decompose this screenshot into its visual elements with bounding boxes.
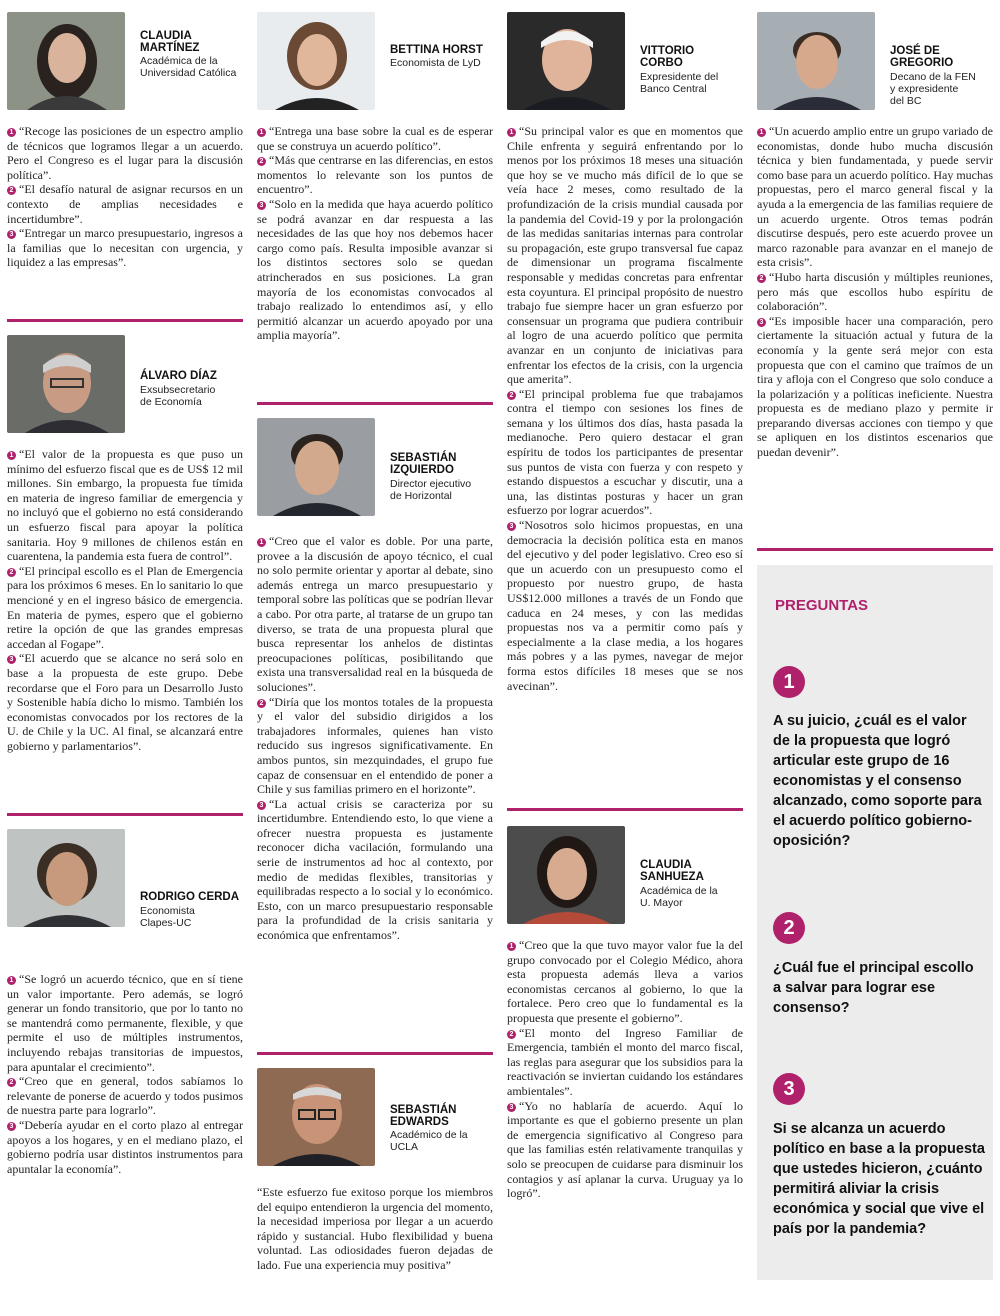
section-divider bbox=[257, 402, 493, 405]
answers bbox=[7, 447, 243, 753]
answer-1: 1 “Entrega una base sobre la cual es de esperar que se construya un acuerdo político”. bbox=[257, 124, 493, 153]
question-number-3: 3 bbox=[773, 1073, 805, 1105]
answers bbox=[507, 938, 743, 1201]
answer-1: 1 “Recoge las posiciones de un espectro amplio de técnicos que logramos llegar a un acuerdo. Pero el Congreso es el lugar para la discusión política”. bbox=[7, 124, 243, 182]
person-role: Académica de la U. Mayor bbox=[640, 885, 718, 909]
person-name: RODRIGO CERDA bbox=[140, 891, 240, 903]
answer-3: 3 “La actual crisis se caracteriza por su incertidumbre. Entendiendo esto, lo que viene a ofrecer nuestra propuesta es justamente reconocer dicha vacilación, formulando una serie de instrumentos ad hoc al contexto, por medio de medidas flexibles, transitorias y equilibradas respecto a lo social y lo económico. Esto, con un marco presupuestario responsable para la profundidad de la crisis sanitaria y económica que enfrentamos”. bbox=[257, 796, 493, 943]
question-2: ¿Cuál fue el principal escollo a salvar para lograr ese consenso? bbox=[773, 960, 974, 1016]
answer-3: 3 “Solo en la medida que haya acuerdo político se podrá avanzar en dar respuesta a las necesidades de las que hoy nos debemos hacer cargo como país. Resulta imposible avanzar si los distintos sectores solo se quedan atrincherados en sus posiciones. La gran mayoría de los economistas convocados al trabajo realizado lo entendimos así, y ello permitió alcanzar un acuerdo apoyado por una amplia mayoría”. bbox=[257, 196, 493, 343]
person-role: Académico de la UCLA bbox=[390, 1129, 468, 1153]
question-1: A su juicio, ¿cuál es el valor de la propuesta que logró articular este grupo de 16 economistas y el consenso alcanzado, como soporte para el acuerdo político gobierno-oposición? bbox=[773, 713, 982, 849]
section-divider bbox=[7, 813, 243, 816]
section-divider bbox=[257, 1052, 493, 1055]
answer-3: 3 “Entregar un marco presupuestario, ingresos a la familias que lo necesitan con urgencia, y liquidez a las empresas”. bbox=[7, 226, 243, 270]
answer-2: 2 “El monto del Ingreso Familiar de Emergencia, también el monto del marco fiscal, las reglas para asegurar que los subsidios para la reactivación se inviertan cuidando los estándares ambientales”. bbox=[507, 1025, 743, 1098]
answer-2: 2 “Diría que los montos totales de la propuesta y el valor del subsidio dirigidos a los trabajadores informales, quienes han visto reducido sus ingresos significativamente. En ambos puntos, sin mezquindades, el grupo fue capaz de consensuar en el entendido de poner a Chile y sus familias primero en el horizonte”. bbox=[257, 694, 493, 797]
portrait-photo bbox=[7, 829, 125, 927]
answer-1: 1 “Un acuerdo amplio entre un grupo variado de economistas, donde hubo mucha discusión técnica y bien fundamentada, y puede servir como base para un acuerdo político. Hay muchas propuestas, pero el marco general fiscal y la ayuda a la emergencia de las familias requiere de un acuerdo urgente. Otros temas podrán discutirse después, pero este acuerdo provee un marco razonable para avanzar en el manejo de esta crisis”. bbox=[757, 124, 993, 270]
answer-1: “Este esfuerzo fue exitoso porque los miembros del equipo entendieron la urgencia del momento, la necesidad imperiosa por llegar a un acuerdo rápido y sustancial. Hubo flexibilidad y buena voluntad. Las odiosidades fueron dejadas de lado. Fue una experiencia muy positiva” bbox=[257, 1185, 493, 1272]
person-name: CLAUDIA SANHUEZA bbox=[640, 859, 704, 883]
answers bbox=[7, 124, 243, 270]
person-name: ÁLVARO DÍAZ bbox=[140, 370, 217, 382]
portrait-photo bbox=[507, 12, 625, 110]
person-role: Director ejecutivo de Horizontal bbox=[390, 478, 472, 502]
person-name: CLAUDIA MARTÍNEZ bbox=[140, 30, 200, 54]
answer-1: 1 “El valor de la propuesta es que puso un mínimo del esfuerzo fiscal que es de US$ 12 mil millones. Sin embargo, la propuesta fue tímida en materia de ingreso familiar de emergencia y no incluyó que el gobierno no está considerando un esfuerzo fiscal para apoyar la política sanitaria. Hoy 9 millones de chilenos están en cuarentena, la pandemia esta fuera de control”. bbox=[7, 447, 243, 564]
portrait-photo bbox=[7, 335, 125, 433]
answers bbox=[757, 124, 993, 460]
person-name: JOSÉ DE GREGORIO bbox=[890, 45, 954, 69]
answers bbox=[257, 124, 493, 343]
section-divider bbox=[507, 808, 743, 811]
person-name: BETTINA HORST bbox=[390, 44, 483, 56]
answer-2: 2 “El principal problema fue que trabajamos contra el tiempo con sesiones los fines de semana y los últimos dos días, hasta pasada la medianoche. Pero quiero destacar el gran espíritu de todos los participantes de presentar sus puntos de vista con fuerza y con respeto y estando dispuestos a escuchar y discutir, una a una, las distintas posturas y hacer un gran esfuerzo por lograr acuerdos”. bbox=[507, 386, 743, 518]
section-divider bbox=[7, 319, 243, 322]
answer-1: 1 “Creo que el valor es doble. Por una parte, provee a la discusión de apoyo técnico, el cual no solo permite orientar y aportar al debate, sino además entrega un marco presupuestario y temporal sobre las políticas que se podrían llevar a cabo. Por otra parte, al tratarse de un grupo tan diverso, se trata de una propuesta plural que busca representar los anhelos de distintas preocupaciones políticas, posibilitando que exista una transversalidad real en la búsqueda de soluciones”. bbox=[257, 534, 493, 694]
person-role: Exsubsecretario de Economía bbox=[140, 384, 216, 408]
answer-1: 1 “Creo que la que tuvo mayor valor fue la del grupo convocado por el Colegio Médico, ahora esta propuesta además lleva a varios economistas cercanos al gobierno, lo que la fortalece. Pero creo que lo fundamental es la propuesta que presente el gobierno”. bbox=[507, 938, 743, 1025]
answers bbox=[257, 534, 493, 943]
answers bbox=[7, 972, 243, 1176]
question-number-1: 1 bbox=[773, 666, 805, 698]
question-number-2: 2 bbox=[773, 912, 805, 944]
question-3: Si se alcanza un acuerdo político en base a la propuesta que ustedes hicieron, ¿cuánto permitirá aliviar la crisis económica y social que vive el país por la pandemia? bbox=[773, 1121, 985, 1237]
portrait-photo bbox=[257, 1068, 375, 1166]
answers bbox=[257, 1185, 493, 1273]
person-role: Decano de la FEN y expresidente del BC bbox=[890, 71, 976, 107]
answer-2: 2 “El desafío natural de asignar recursos en un contexto de amplias necesidades e incertidumbre”. bbox=[7, 182, 243, 226]
person-role: Economista de LyD bbox=[390, 57, 481, 69]
questions-title: PREGUNTAS bbox=[775, 597, 869, 614]
questions-box bbox=[757, 565, 993, 1280]
answer-1: 1 “Se logró un acuerdo técnico, que en sí tiene un valor importante. Pero además, se logró generar un fondo transitorio, que por lo tanto no se mantendrá como permanente, flexible, y que permite el uso de múltiples instrumentos, incluyendo rebajas transitorias de impuestos, para apuntalar el crecimiento”. bbox=[7, 972, 243, 1074]
answer-1: 1 “Su principal valor es que en momentos que Chile enfrenta y seguirá enfrentando por lo menos por los próximos 18 meses una situación que hoy se ve mucho más difícil de lo que se veía hace 2 meses, como resultado de la profundización de la crisis mundial causada por la pandemia del Covid-19 y por la prolongación de las medidas sanitarias internas para controlar su propagación, este grupo transversal fue capaz de dimensionar un programa fiscalmente responsable y medidas concretas para enfrentar esta coyuntura. El principal propósito de nuestro trabajo fue siempre hacer un gran esfuerzo por consensuar un programa que pudiera contribuir al logro de una acuerdo político que permita avanzar en un conjunto de iniciativas para enfrentar los efectos de la crisis, con la urgencia que amerita”. bbox=[507, 124, 743, 387]
answer-3: 3 “El acuerdo que se alcance no será solo en base a la propuesta de este grupo. Debe recordarse que el Foro para un Desarrollo Justo y Sostenible había dicho lo mismo. También los economistas convocados por los rectores de la U. de Chile y la UC. Al final, se alcanzará entre gobierno y parlamentarios”. bbox=[7, 651, 243, 753]
answer-2: 2 “Creo que en general, todos sabíamos lo relevante de ponerse de acuerdo y todos pusimos de nuestra parte para lograrlo”. bbox=[7, 1074, 243, 1118]
portrait-photo bbox=[257, 12, 375, 110]
person-role: Expresidente del Banco Central bbox=[640, 71, 719, 95]
portrait-photo bbox=[257, 418, 375, 516]
person-name: SEBASTIÁN EDWARDS bbox=[390, 1104, 457, 1128]
section-divider bbox=[757, 548, 993, 551]
person-role: Economista Clapes-UC bbox=[140, 905, 195, 929]
person-role: Académica de la Universidad Católica bbox=[140, 55, 237, 79]
answer-2: 2 “Hubo harta discusión y múltiples reuniones, pero más que escollos hubo espíritu de colaboración”. bbox=[757, 269, 993, 314]
answer-3: 3 “Es imposible hacer una comparación, pero ciertamente la situación actual y futura de la economía y la gente será mejor con esta propuesta que con el camino que traímos de un tira y afloja con el Congreso que solo conduce a la polarización y a políticas ineficiente. Nuestra propuesta es de mediano plazo y permite ir preparando diversas acciones con tiempo y que se apliquen en los distintos escenarios que puedan devenir”. bbox=[757, 313, 993, 460]
answers bbox=[507, 124, 743, 693]
answer-2: 2 “Más que centrarse en las diferencias, en estos momentos lo relevante son los puntos de encuentro”. bbox=[257, 153, 493, 197]
portrait-photo bbox=[757, 12, 875, 110]
answer-3: 3 “Debería ayudar en el corto plazo al entregar apoyos a los hogares, y en el mediano plazo, el gobierno podría usar distintos instrumentos para apuntalar la economía”. bbox=[7, 1117, 243, 1176]
answer-3: 3 “Yo no hablaría de acuerdo. Aquí lo importante es que el gobierno presente un plan de emergencia significativo al Congreso para que las familias estén relativamente tranquilas y solo se preocupen de cuidarse para disminuir los contagios y así aplanar la curva. Uruguay ya lo logró”. bbox=[507, 1098, 743, 1201]
portrait-photo bbox=[507, 826, 625, 924]
person-name: SEBASTIÁN IZQUIERDO bbox=[390, 452, 457, 476]
answer-3: 3 “Nosotros solo hicimos propuestas, en una democracia la decisión política esta en manos del ejecutivo y del poder legislativo. Creo eso sí que un acuerdo con un presupuesto como el propuesto por nuestro grupo, de hasta US$12.000 millones a través de un Fondo que caduca en 24 meses, y con las medidas propuestas nos va a permitir como país y especialmente a la clase media, a los hogares más pobres y a las pymes, navegar de mejor forma estos difíciles 18 meses que se nos avecinan”. bbox=[507, 518, 743, 693]
person-name: VITTORIO CORBO bbox=[640, 45, 695, 69]
answer-2: 2 “El principal escollo es el Plan de Emergencia para los próximos 6 meses. En lo sanitario lo que mencioné y en el ingreso básico de emergencia. En materia de pymes, espero que el gobierno retire la opción de que las grandes empresas accedan al Fogape”. bbox=[7, 563, 243, 651]
portrait-photo bbox=[7, 12, 125, 110]
